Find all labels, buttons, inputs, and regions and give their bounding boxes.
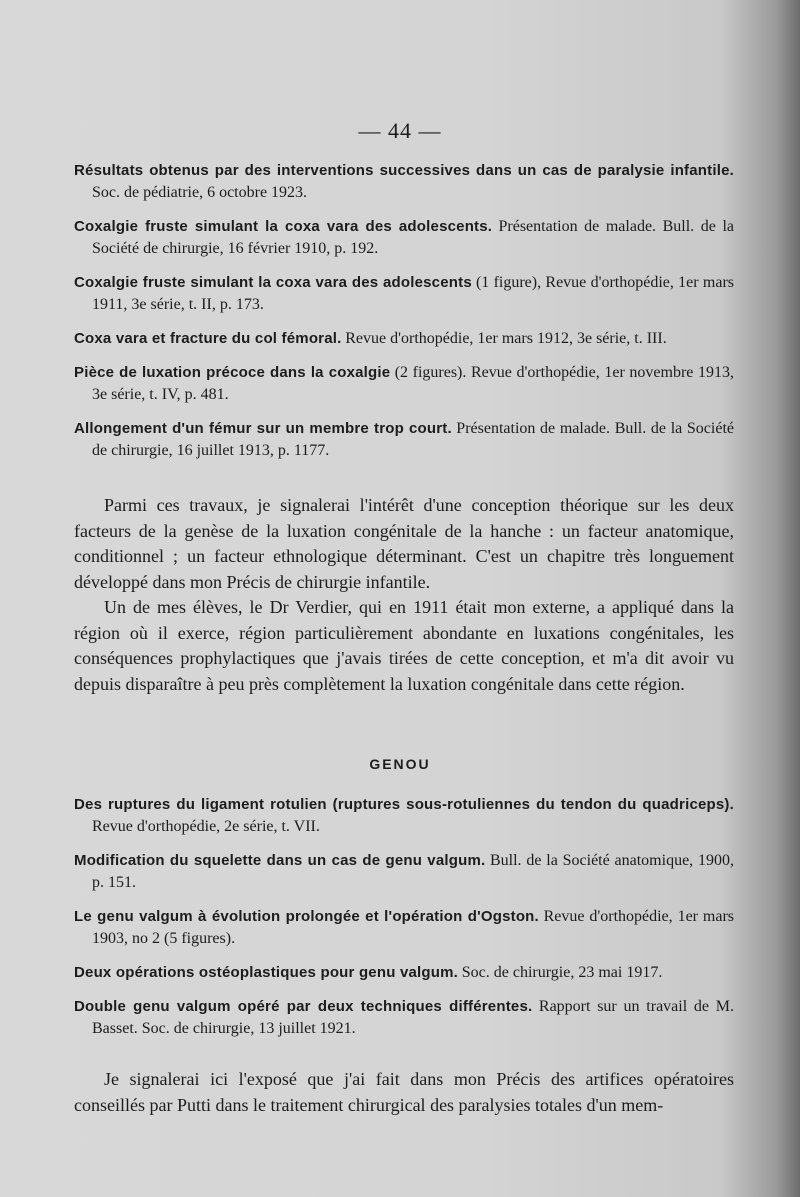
entry-citation: (1 figure), Revue d'orthopédie, 1er mars 1911, 3e série, t. II, p. 173.	[92, 274, 735, 313]
bibliography-entry	[74, 216, 734, 260]
entry-title: Coxa vara et fracture du col fémoral.	[74, 330, 342, 347]
entry-citation: Revue d'orthopédie, 2e série, t. VII.	[92, 818, 320, 835]
body-paragraph: Parmi ces travaux, je signalerai l'intérêt d'une conception théorique sur les deux facteurs de la genèse de la luxation congénitale de la hanche : un facteur anatomique, conditionnel ; un facteur ethnologique déterminant. C'est un chapitre très longuement développé dans mon Précis de chirurgie infantile.	[74, 495, 734, 592]
entry-citation: Présentation de malade. Bull. de la Société de chirurgie, 16 février 1910, p. 192.	[92, 218, 734, 257]
bibliography-entry	[74, 850, 734, 894]
entry-title: Modification du squelette dans un cas de genu valgum.	[74, 852, 486, 869]
entry-citation: Soc. de chirurgie, 23 mai 1917.	[461, 964, 663, 981]
entry-citation: (2 figures). Revue d'orthopédie, 1er novembre 1913, 3e série, t. IV, p. 481.	[92, 364, 734, 403]
entry-title: Allongement d'un fémur sur un membre trop court.	[74, 420, 452, 437]
bibliography-entry	[74, 794, 734, 838]
body-text-top	[74, 493, 734, 697]
entry-title: Des ruptures du ligament rotulien (ruptures sous-rotuliennes du tendon du quadriceps).	[74, 796, 734, 813]
entry-title: Pièce de luxation précoce dans la coxalgie	[74, 364, 391, 381]
entry-title: Résultats obtenus par des interventions successives dans un cas de paralysie infantile.	[74, 162, 734, 179]
entry-title: Double genu valgum opéré par deux techniques différentes.	[74, 998, 533, 1015]
bibliography-entry	[74, 962, 734, 984]
entry-citation: Rapport sur un travail de M. Basset. Soc. de chirurgie, 13 juillet 1921.	[92, 998, 735, 1037]
bibliography-entry	[74, 272, 734, 316]
bibliography-entry	[74, 362, 734, 406]
bibliography-entry	[74, 906, 734, 950]
entry-title: Coxalgie fruste simulant la coxa vara des adolescents.	[74, 218, 493, 235]
entry-citation: Bull. de la Société anatomique, 1900, p. 151.	[92, 852, 734, 891]
entry-citation: Revue d'orthopédie, 1er mars 1912, 3e série, t. III.	[345, 330, 667, 347]
bibliography-entry	[74, 996, 734, 1040]
entry-title: Deux opérations ostéoplastiques pour genu valgum.	[74, 964, 459, 981]
bibliography-list-top	[74, 160, 734, 474]
entry-title: Coxalgie fruste simulant la coxa vara des adolescents	[74, 274, 472, 291]
body-paragraph: Un de mes élèves, le Dr Verdier, qui en 1911 était mon externe, a appliqué dans la région où il exerce, région particulièrement abondante en luxations congénitales, les conséquences prophylactiques que j'avais tirées de cette conception, et m'a dit avoir vu depuis disparaître à peu près complètement la luxation congénitale dans cette région.	[74, 597, 734, 694]
bibliography-entry	[74, 328, 734, 350]
entry-citation: Soc. de pédiatrie, 6 octobre 1923.	[92, 184, 308, 201]
entry-citation: Revue d'orthopédie, 1er mars 1903, no 2 (5 figures).	[92, 908, 734, 947]
bibliography-entry	[74, 160, 734, 204]
body-text-bottom	[74, 1067, 734, 1118]
body-paragraph: Je signalerai ici l'exposé que j'ai fait dans mon Précis des artifices opératoires conseillés par Putti dans le traitement chirurgical des paralysies totales d'un mem-	[74, 1069, 734, 1115]
entry-citation: Présentation de malade. Bull. de la Société de chirurgie, 16 juillet 1913, p. 1177.	[92, 420, 734, 459]
section-heading: GENOU	[369, 756, 431, 772]
bibliography-list-genou	[74, 794, 734, 1052]
page-number: — 44 —	[358, 118, 442, 143]
bibliography-entry	[74, 418, 734, 462]
entry-title: Le genu valgum à évolution prolongée et l'opération d'Ogston.	[74, 908, 539, 925]
